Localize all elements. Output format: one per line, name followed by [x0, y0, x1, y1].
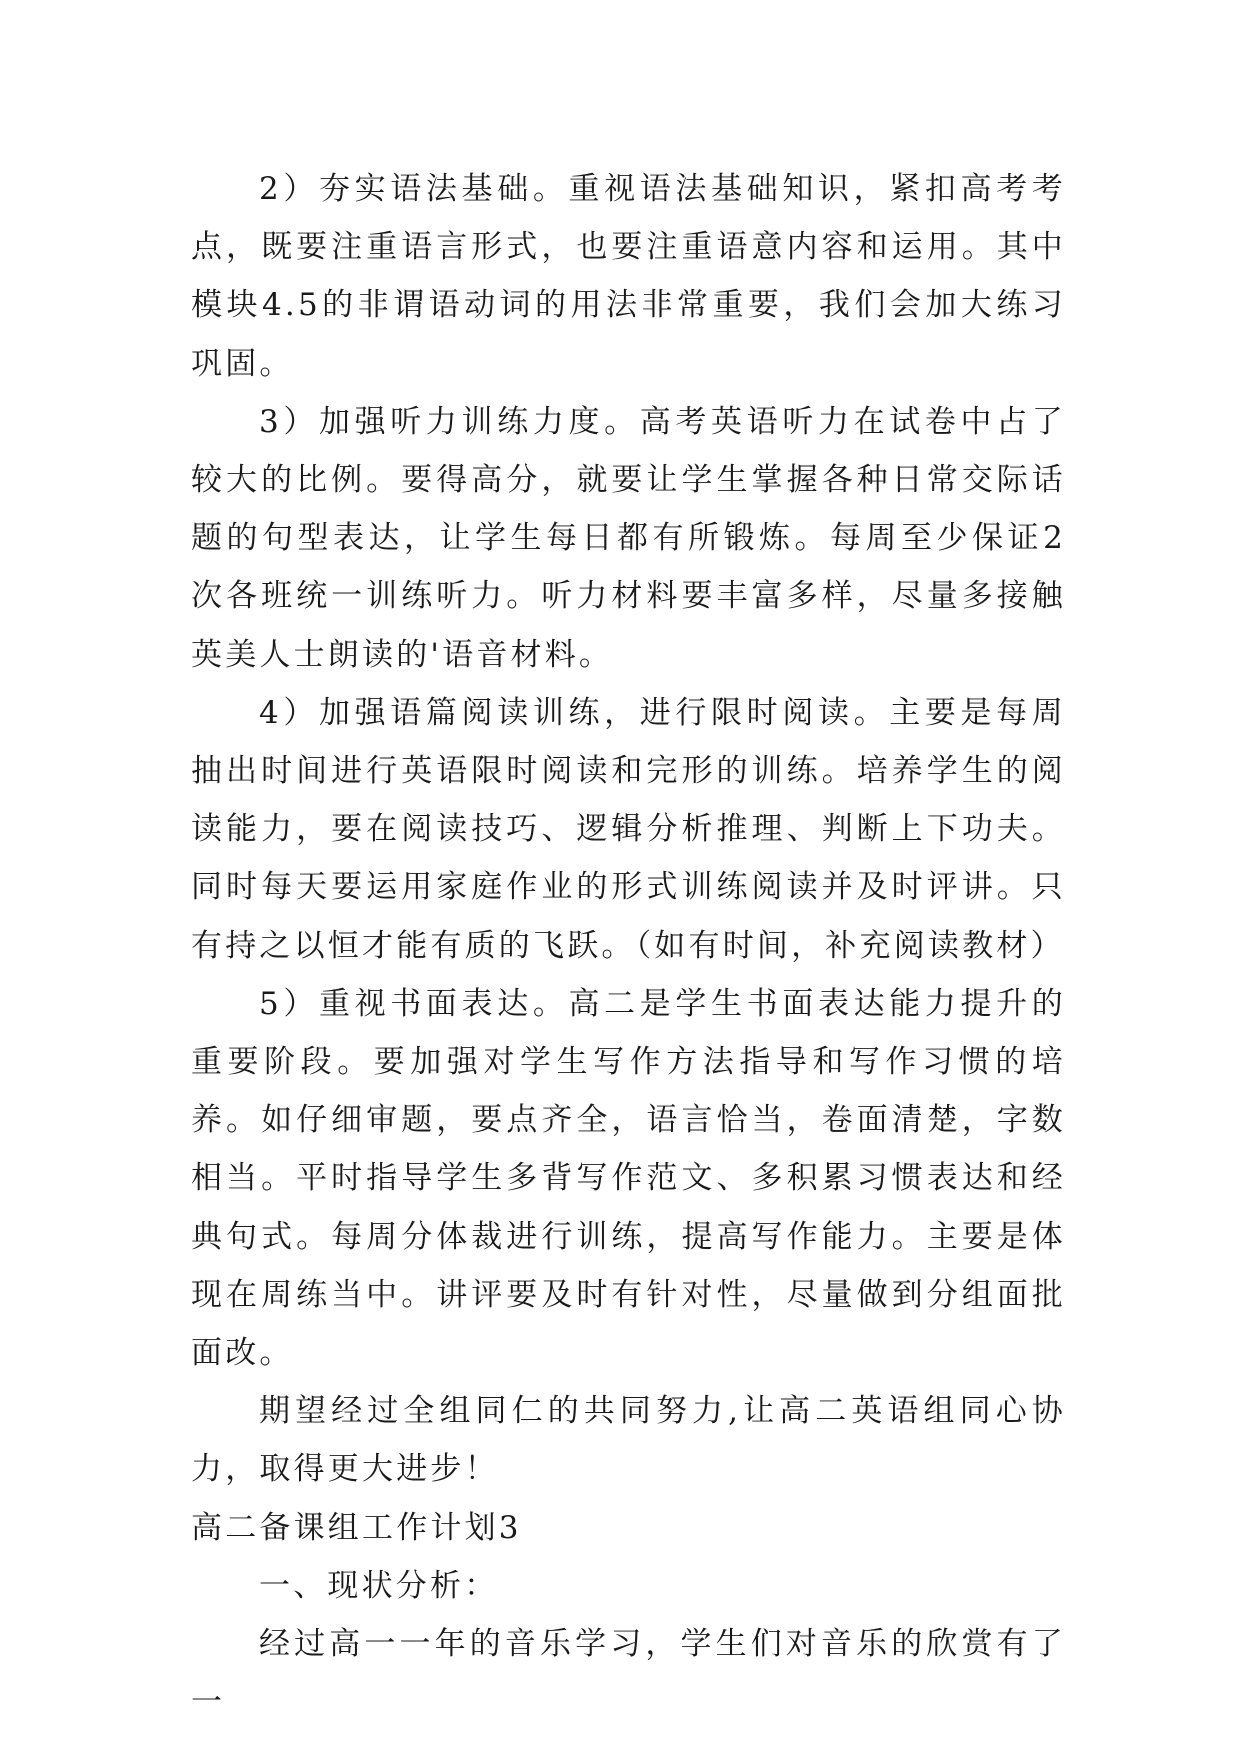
- subheading: 一、现状分析：: [259, 1567, 499, 1604]
- paragraph-writing: 5）重视书面表达。高二是学生书面表达能力提升的重要阶段。要加强对学生写作方法指导和写作习惯的培养。如仔细审题，要点齐全，语言恰当，卷面清楚，字数相当。平时指导学生多背写作范文、多积累习惯表达和经典句式。每周分体裁进行训练，提高写作能力。主要是体现在周练当中。讲评要及时有针对性，尽量做到分组面批面改。: [191, 985, 1066, 1372]
- paragraph-reading: 4）加强语篇阅读训练，进行限时阅读。主要是每周抽出时间进行英语限时阅读和完形的训练。培养学生的阅读能力，要在阅读技巧、逻辑分析推理、判断上下功夫。同时每天要运用家庭作业的形式训练阅读并及时评讲。只有持之以恒才能有质的飞跃。（如有时间，补充阅读教材）: [191, 694, 1066, 964]
- paragraph-listening: 3）加强听力训练力度。高考英语听力在试卷中占了较大的比例。要得高分，就要让学生掌握各种日常交际话题的句型表达，让学生每日都有所锻炼。每周至少保证2次各班统一训练听力。听力材料要丰富多样，尽量多接触英美人士朗读的'语音材料。: [191, 403, 1066, 673]
- paragraph-music: 经过高一一年的音乐学习，学生们对音乐的欣赏有了一: [191, 1626, 1066, 1721]
- document-body: [191, 160, 1066, 1731]
- paragraph-closing: 期望经过全组同仁的共同努力,让高二英语组同心协力，取得更大进步！: [191, 1393, 1066, 1488]
- paragraph-grammar: 2）夯实语法基础。重视语法基础知识，紧扣高考考点，既要注重语言形式，也要注重语意内容和运用。其中模块4.5的非谓语动词的用法非常重要，我们会加大练习巩固。: [191, 171, 1066, 382]
- section-heading: 高二备课组工作计划3: [191, 1509, 522, 1546]
